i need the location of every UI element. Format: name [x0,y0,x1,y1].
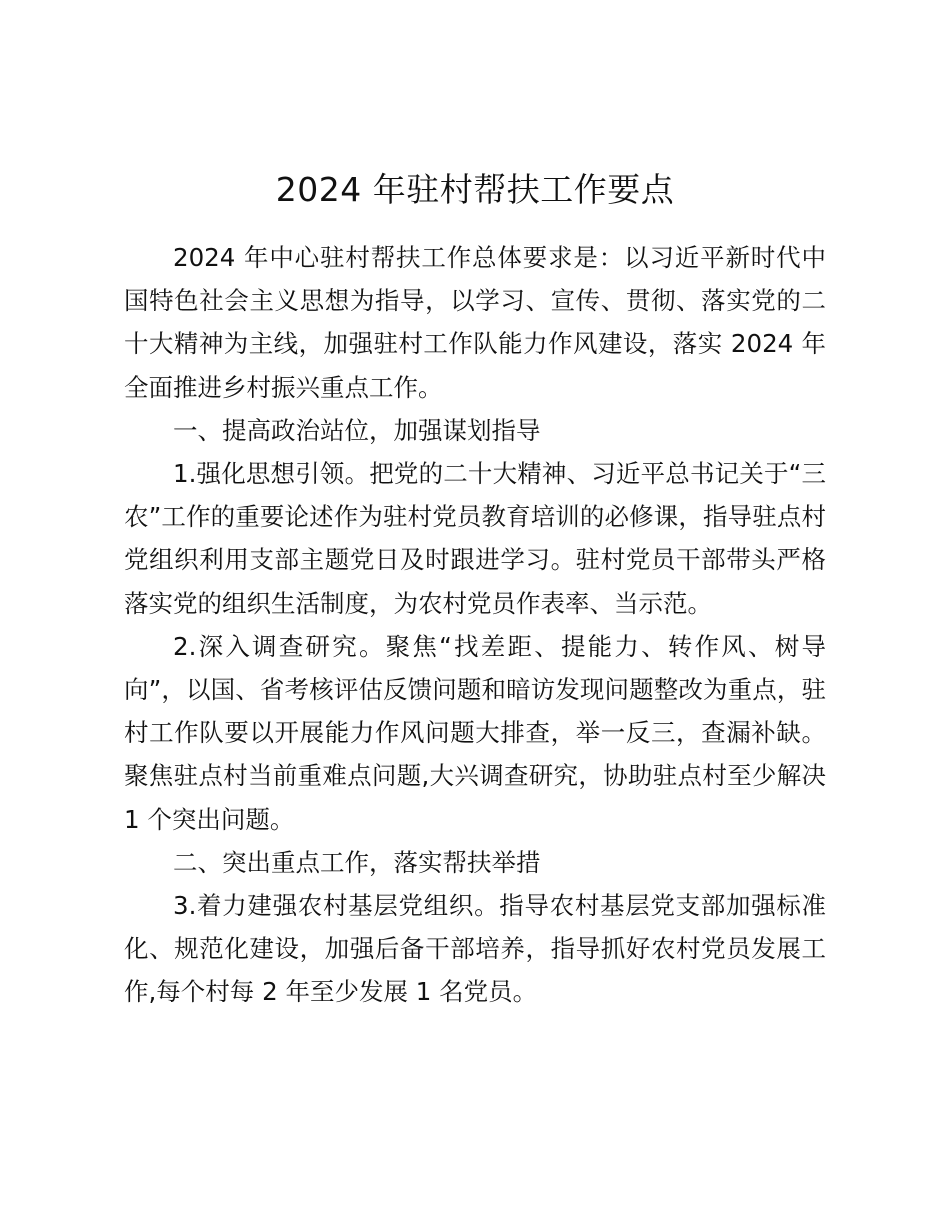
item-paragraph-1: 1.强化思想引领。把党的二十大精神、习近平总书记关于“三农”工作的重要论述作为驻村党员教育培训的必修课，指导驻点村党组织利用支部主题党日及时跟进学习。驻村党员干部带头严格落实党的组织生活制度，为农村党员作表率、当示范。 [124,459,826,618]
intro-paragraph: 2024 年中心驻村帮扶工作总体要求是：以习近平新时代中国特色社会主义思想为指导，以学习、宣传、贯彻、落实党的二十大精神为主线，加强驻村工作队能力作风建设，落实 2024 年全面推进乡村振兴重点工作。 [124,243,826,402]
document-body [124,236,826,1014]
document-title: 2024 年驻村帮扶工作要点 [275,170,675,209]
item-paragraph-2: 2.深入调查研究。聚焦“找差距、提能力、转作风、树导向”，以国、省考核评估反馈问题和暗访发现问题整改为重点，驻村工作队要以开展能力作风问题大排查，举一反三，查漏补缺。聚焦驻点村当前重难点问题,大兴调查研究，协助驻点村至少解决 1 个突出问题。 [124,631,826,834]
section-heading-2: 二、突出重点工作，落实帮扶举措 [173,847,541,877]
item-paragraph-3: 3.着力建强农村基层党组织。指导农村基层党支部加强标准化、规范化建设，加强后备干部培养，指导抓好农村党员发展工作,每个村每 2 年至少发展 1 名党员。 [124,891,826,1007]
section-heading-1: 一、提高政治站位，加强谋划指导 [173,415,541,445]
